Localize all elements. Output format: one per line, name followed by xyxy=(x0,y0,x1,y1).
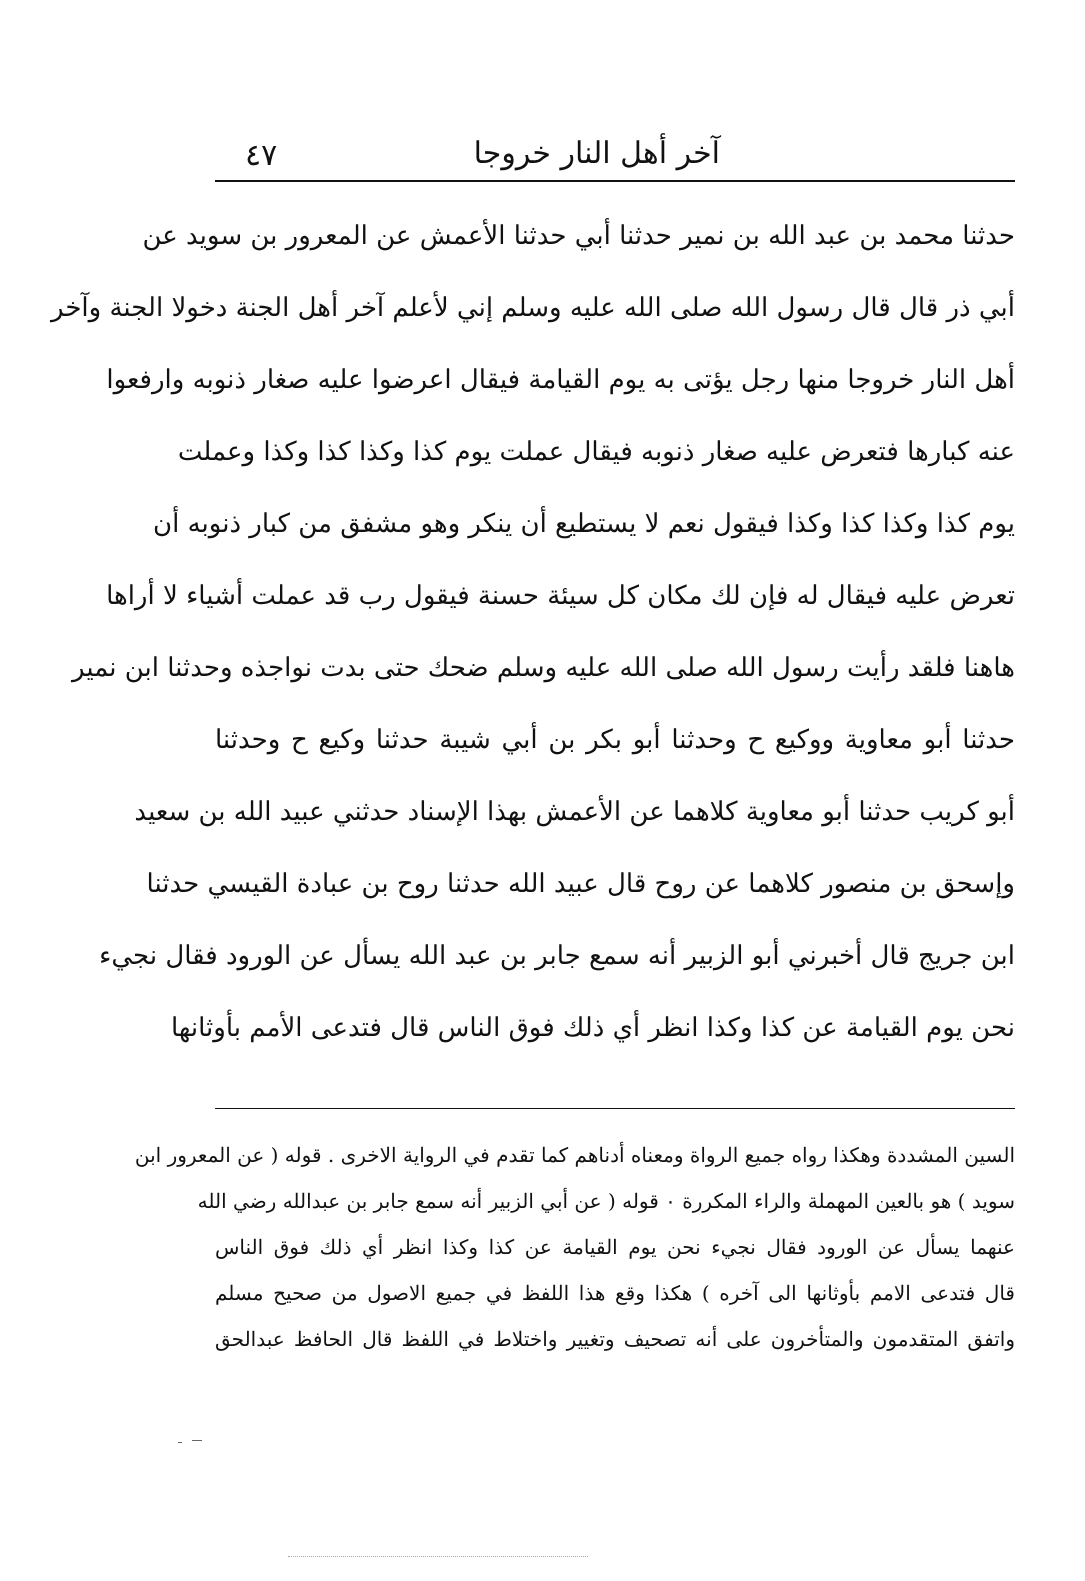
main-text-block xyxy=(51,200,1015,1064)
scan-noise xyxy=(288,1556,588,1557)
footnote-divider xyxy=(215,1108,1015,1109)
main-text-line: ابن جريج قال أخبرني أبو الزبير أنه سمع جابر بن عبد الله يسأل عن الورود فقال نجيء xyxy=(99,941,1015,971)
page-header xyxy=(215,128,1015,178)
main-text-line: هاهنا فلقد رأيت رسول الله صلى الله عليه وسلم ضحك حتى بدت نواجذه وحدثنا ابن نمير xyxy=(72,653,1015,683)
main-text-line: تعرض عليه فيقال له فإن لك مكان كل سيئة حسنة فيقول رب قد عملت أشياء لا أراها xyxy=(106,581,1015,611)
footnote-line: عنهما يسأل عن الورود فقال نجيء نحن يوم القيامة عن كذا وكذا انظر أي ذلك فوق الناس xyxy=(215,1235,1015,1259)
footnote-line: السين المشددة وهكذا رواه جميع الرواة ومعناه أدناهم كما تقدم في الرواية الاخرى . قوله ( عن المعرور ابن xyxy=(134,1143,1015,1167)
scan-speck xyxy=(178,1442,182,1443)
footnote-block xyxy=(134,1132,1015,1362)
main-text-line: وإسحق بن منصور كلاهما عن روح قال عبيد الله حدثنا روح بن عبادة القيسي حدثنا xyxy=(146,869,1015,899)
main-text-line: عنه كبارها فتعرض عليه صغار ذنوبه فيقال عملت يوم كذا وكذا كذا وكذا وعملت xyxy=(177,437,1015,467)
header-divider xyxy=(215,180,1015,182)
main-text-line: نحن يوم القيامة عن كذا وكذا انظر أي ذلك فوق الناس قال فتدعى الأمم بأوثانها xyxy=(170,1013,1015,1043)
page-number: ٤٧ xyxy=(245,138,278,173)
footnote-line: قال فتدعى الامم بأوثانها الى آخره ) هكذا وقع هذا اللفظ في جميع الاصول من صحيح مسلم xyxy=(215,1281,1015,1305)
main-text-line: يوم كذا وكذا كذا وكذا فيقول نعم لا يستطيع أن ينكر وهو مشفق من كبار ذنوبه أن xyxy=(153,509,1015,539)
footnote-line: واتفق المتقدمون والمتأخرون على أنه تصحيف وتغيير واختلاط في اللفظ قال الحافظ عبدالحق xyxy=(215,1327,1015,1351)
main-text-line: أبي ذر قال قال رسول الله صلى الله عليه وسلم إني لأعلم آخر أهل الجنة دخولا الجنة وآخر xyxy=(51,293,1015,323)
main-text-line: أهل النار خروجا منها رجل يؤتى به يوم القيامة فيقال اعرضوا عليه صغار ذنوبه وارفعوا xyxy=(106,365,1015,395)
running-title: آخر أهل النار خروجا xyxy=(473,136,720,171)
main-text-line: أبو كريب حدثنا أبو معاوية كلاهما عن الأعمش بهذا الإسناد حدثني عبيد الله بن سعيد xyxy=(134,797,1015,827)
main-text-line: حدثنا محمد بن عبد الله بن نمير حدثنا أبي حدثنا الأعمش عن المعرور بن سويد عن xyxy=(142,221,1015,251)
footnote-line: سويد ) هو بالعين المهملة والراء المكررة ٠ قوله ( عن أبي الزبير أنه سمع جابر بن عبدالله رضي الله xyxy=(197,1189,1015,1213)
scan-speck xyxy=(192,1440,202,1441)
main-text-line: حدثنا أبو معاوية ووكيع ح وحدثنا أبو بكر بن أبي شيبة حدثنا وكيع ح وحدثنا xyxy=(215,725,1015,755)
